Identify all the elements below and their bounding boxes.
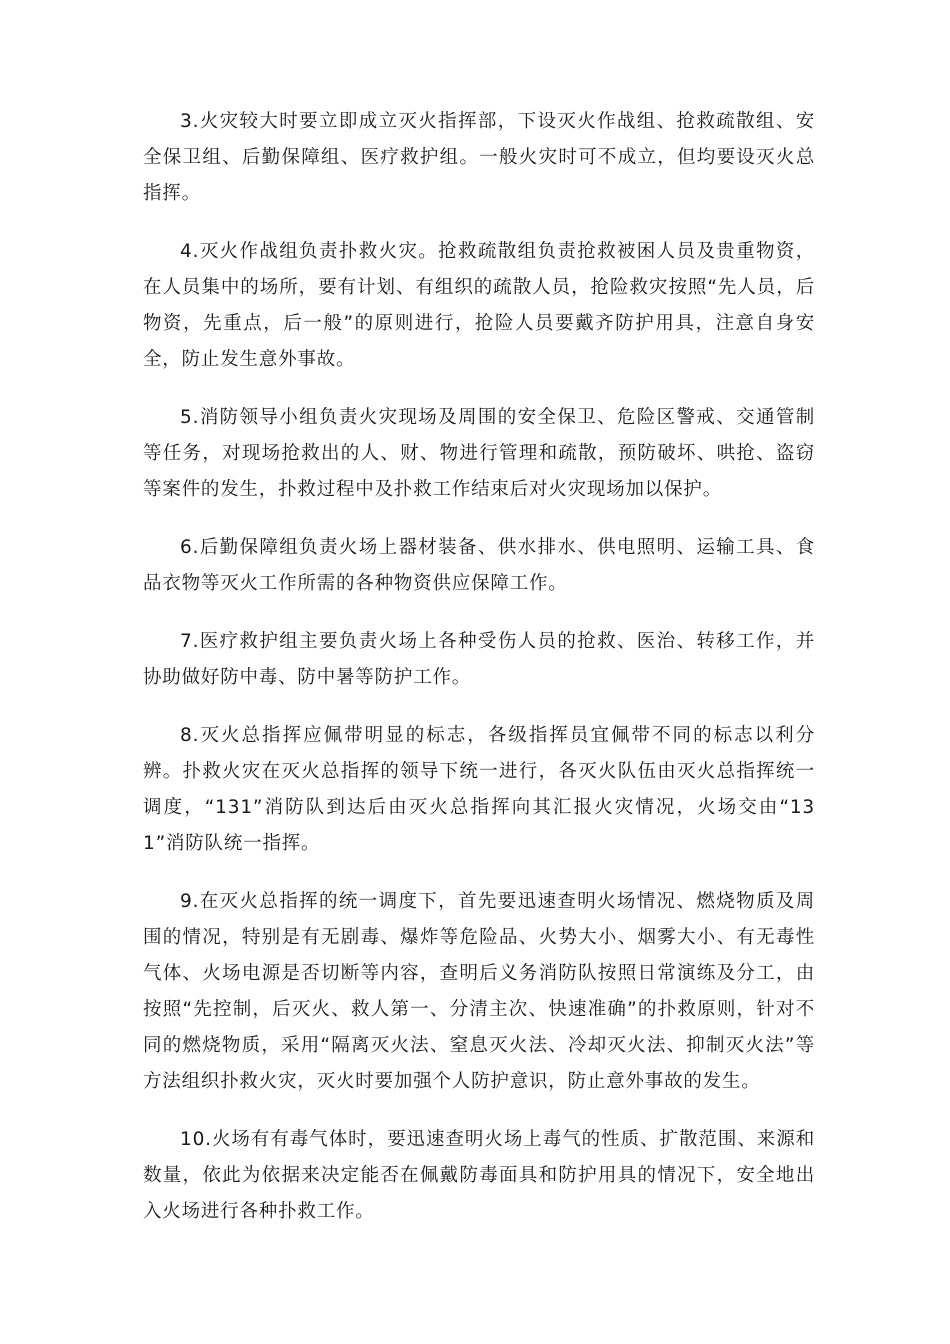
paragraph-item-9: 9.在灭火总指挥的统一调度下，首先要迅速查明火场情况、燃烧物质及周围的情况，特别是有无剧毒、爆炸等危险品、火势大小、烟雾大小、有无毒性气体、火场电源是否切断等内容，查明后义务消防队按照日常演练及分工，由按照“先控制，后灭火、救人第一、分清主次、快速准确”的扑救原则，针对不同的燃烧物质，采用“隔离灭火法、窒息灭火法、冷却灭火法、抑制灭火法”等方法组织扑救火灾，灭火时要加强个人防护意识，防止意外事故的发生。 [143,891,815,1092]
paragraph-item-4: 4.灭火作战组负责扑救火灾。抢救疏散组负责抢救被困人员及贵重物资，在人员集中的场所，要有计划、有组织的疏散人员，抢险救灾按照“先人员，后物资，先重点，后一般”的原则进行，抢险人员要戴齐防护用具，注意自身安全，防止发生意外事故。 [143,241,815,370]
paragraph-item-5: 5.消防领导小组负责火灾现场及周围的安全保卫、危险区警戒、交通管制等任务，对现场抢救出的人、财、物进行管理和疏散，预防破坏、哄抢、盗窃等案件的发生，扑救过程中及扑救工作结束后对火灾现场加以保护。 [143,407,815,500]
paragraph-item-8: 8.灭火总指挥应佩带明显的标志，各级指挥员宜佩带不同的标志以利分辨。扑救火灾在灭火总指挥的领导下统一进行，各灭火队伍由灭火总指挥统一调度，“131”消防队到达后由灭火总指挥向其汇报火灾情况，火场交由“131”消防队统一指挥。 [143,725,815,854]
document-body [143,104,815,1252]
paragraph-item-6: 6.后勤保障组负责火场上器材装备、供水排水、供电照明、运输工具、食品衣物等灭火工作所需的各种物资供应保障工作。 [143,537,815,594]
paragraph-item-10: 10.火场有有毒气体时，要迅速查明火场上毒气的性质、扩散范围、来源和数量，依此为依据来决定能否在佩戴防毒面具和防护用具的情况下，安全地出入火场进行各种扑救工作。 [143,1129,815,1222]
paragraph-item-3: 3.火灾较大时要立即成立灭火指挥部，下设灭火作战组、抢救疏散组、安全保卫组、后勤保障组、医疗救护组。一般火灾时可不成立，但均要设灭火总指挥。 [143,111,815,204]
paragraph-item-7: 7.医疗救护组主要负责火场上各种受伤人员的抢救、医治、转移工作，并协助做好防中毒、防中暑等防护工作。 [143,631,815,688]
